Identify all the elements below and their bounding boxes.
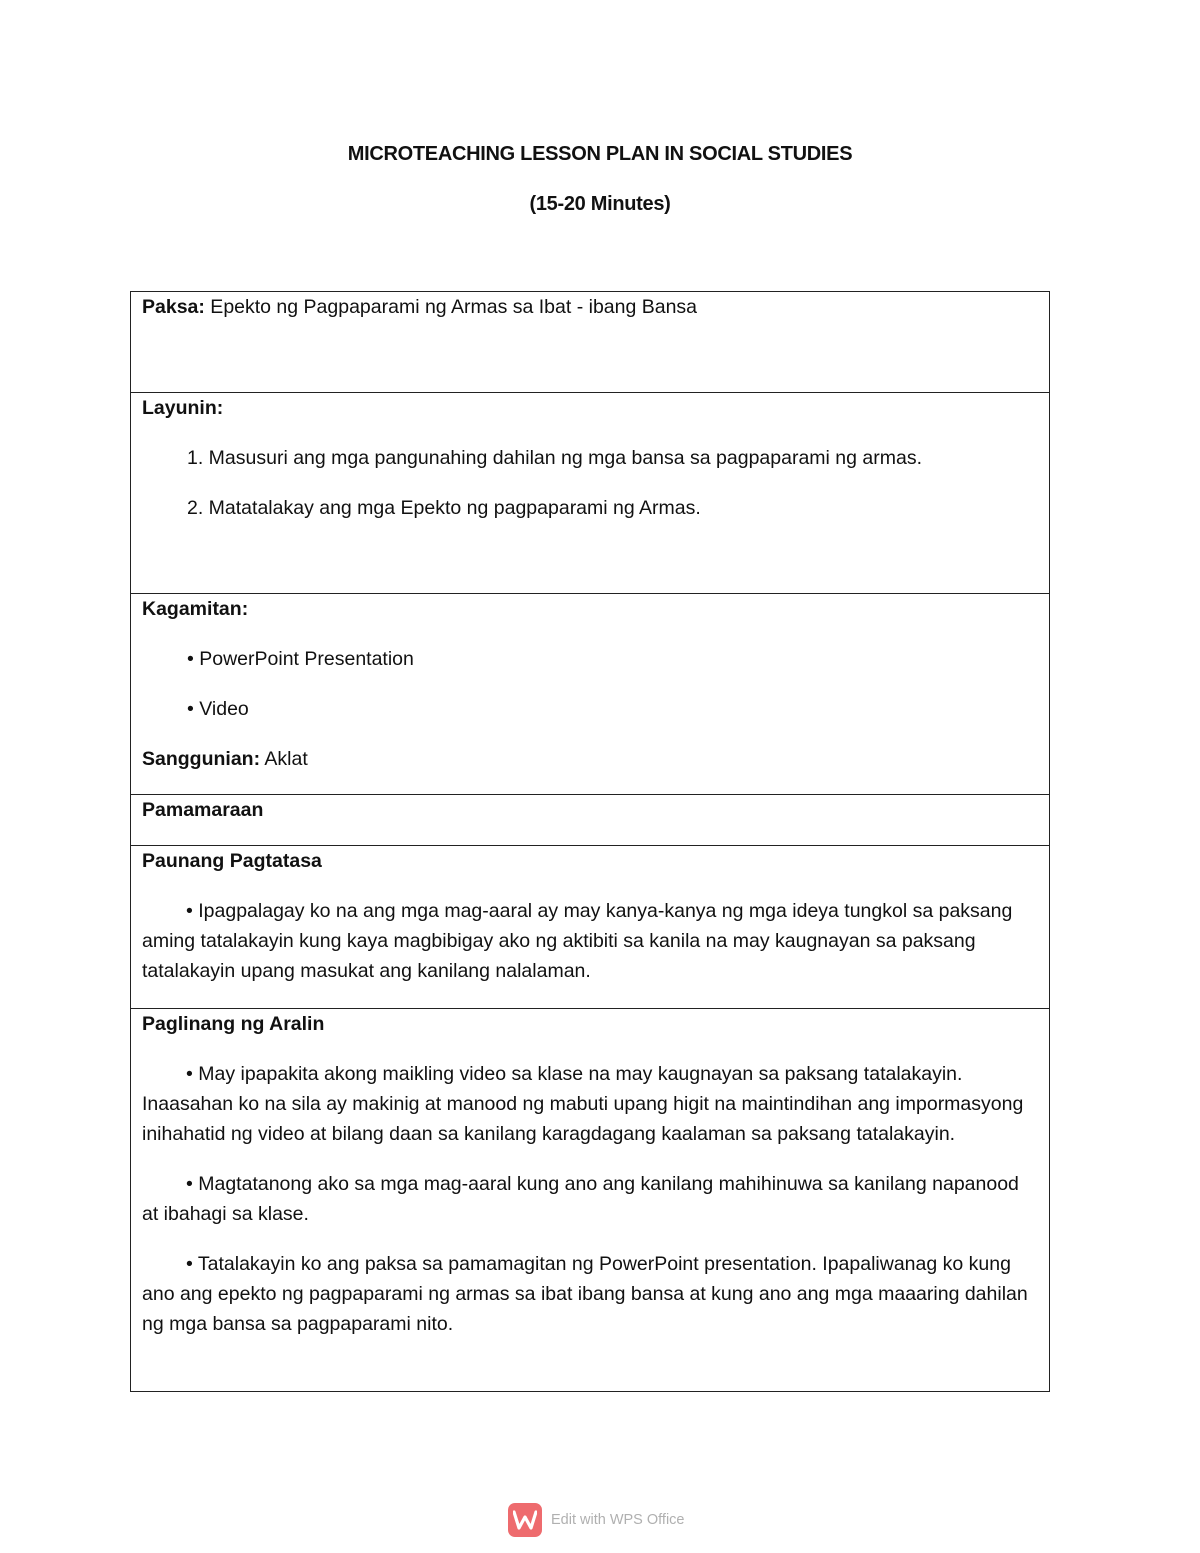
table-row-paunang-pagtatasa	[131, 846, 1050, 1009]
edit-with-wps-link[interactable]: Edit with WPS Office	[551, 1512, 685, 1528]
kagamitan-item-video: • Video	[187, 698, 249, 720]
paksa-text: Epekto ng Pagpaparami ng Armas sa Ibat - ibang Bansa	[204, 296, 698, 318]
paunang-pagtatasa-cell	[131, 846, 1050, 1009]
lesson-plan-table	[130, 291, 1050, 1392]
sanggunian-text: Aklat	[260, 748, 308, 770]
sanggunian-label: Sanggunian:	[142, 748, 261, 770]
layunin-item-2: 2. Matatalakay ang mga Epekto ng pagpaparami ng Armas.	[187, 497, 701, 519]
table-row-pamamaraan	[131, 795, 1050, 846]
pamamaraan-cell	[131, 795, 1050, 846]
paglinang-paragraph-1: • May ipapakita akong maikling video sa klase na may kaugnayan sa paksang tatalakayin. Inaasahan ko na sila ay makinig at manood ng mabuti upang higit na maintindihan ang impormasyong inihahatid ng video at bilang daan sa kanilang karagdagang kaalaman sa paksang tatalakayin.	[142, 1063, 1024, 1145]
layunin-item-1: 1. Masusuri ang mga pangunahing dahilan ng mga bansa sa pagpaparami ng armas.	[187, 447, 922, 469]
layunin-label: Layunin:	[142, 397, 224, 419]
paunang-pagtatasa-paragraph: • Ipagpalagay ko na ang mga mag-aaral ay may kanya-kanya ng mga ideya tungkol sa paksang aming tatalakayin kung kaya magbibigay ako ng aktibiti sa kanila na may kaugnayan sa paksang tatalakayin upang masukat ang kanilang nalalaman.	[142, 900, 1013, 982]
wps-footer[interactable]	[508, 1502, 685, 1538]
paksa-label: Paksa:	[142, 296, 205, 318]
paglinang-paragraph-2: • Magtatanong ako sa mga mag-aaral kung ano ang kanilang mahihinuwa sa kanilang napanood at ibahagi sa klase.	[142, 1173, 1019, 1225]
table-row-paksa	[131, 292, 1050, 393]
wps-office-logo-icon[interactable]	[508, 1503, 542, 1537]
pamamaraan-label: Pamamaraan	[142, 799, 264, 821]
table-row-kagamitan	[131, 594, 1050, 795]
paglinang-cell	[131, 1009, 1050, 1392]
sanggunian-line	[142, 744, 1037, 774]
paglinang-label: Paglinang ng Aralin	[142, 1013, 325, 1035]
paksa-cell	[131, 292, 1050, 393]
paunang-pagtatasa-label: Paunang Pagtatasa	[142, 850, 322, 872]
document-subtitle: (15-20 Minutes)	[529, 193, 671, 215]
kagamitan-item-powerpoint: • PowerPoint Presentation	[187, 648, 414, 670]
table-row-layunin	[131, 393, 1050, 594]
layunin-cell	[131, 393, 1050, 594]
kagamitan-label: Kagamitan:	[142, 598, 249, 620]
table-row-paglinang	[131, 1009, 1050, 1392]
paglinang-paragraph-3: • Tatalakayin ko ang paksa sa pamamagitan ng PowerPoint presentation. Ipapaliwanag ko kung ano ang epekto ng pagpaparami ng armas sa ibat ibang bansa at kung ano ang mga maaaring dahilan ng mga bansa sa pagpaparami nito.	[142, 1253, 1028, 1335]
wps-w-glyph-icon	[513, 1510, 537, 1530]
paksa-line	[142, 292, 1037, 322]
document-title: MICROTEACHING LESSON PLAN IN SOCIAL STUDIES	[347, 143, 853, 165]
kagamitan-cell	[131, 594, 1050, 795]
